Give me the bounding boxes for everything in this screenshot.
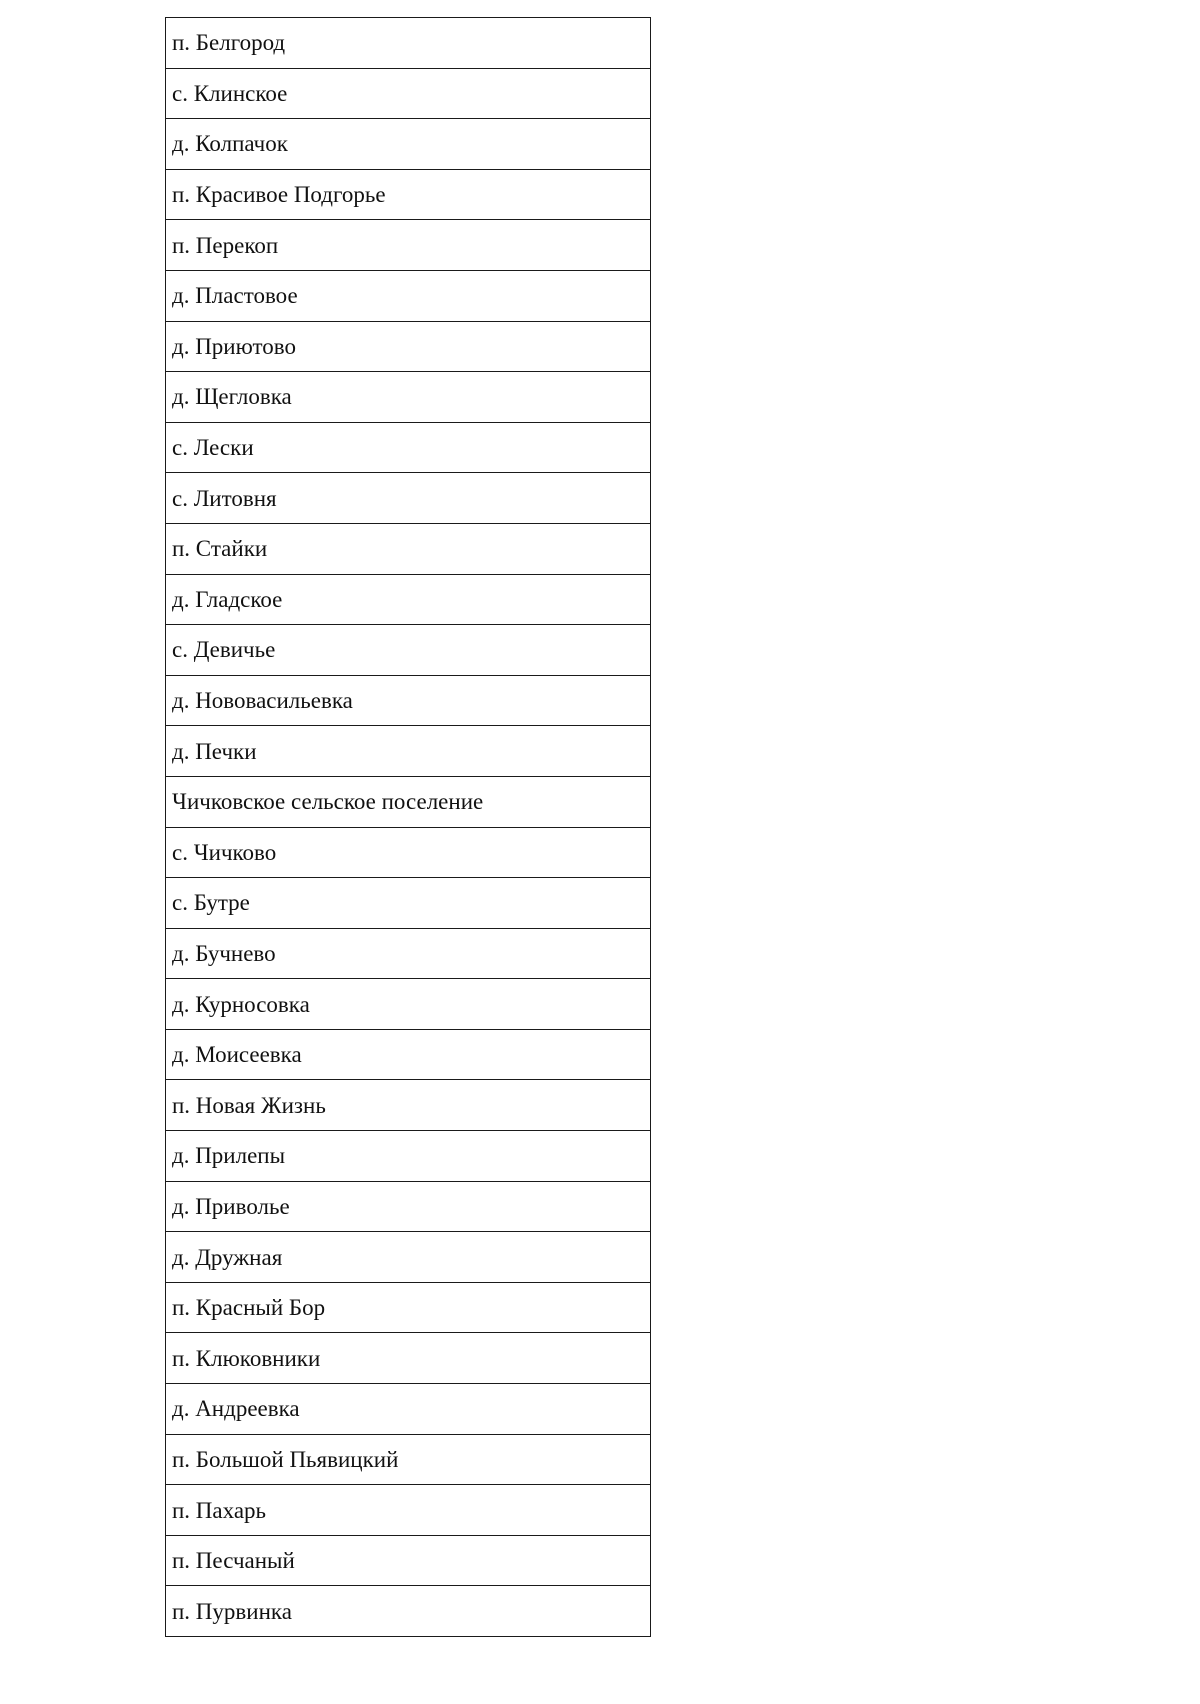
settlement-cell: д. Андреевка xyxy=(166,1384,651,1435)
settlement-cell: п. Новая Жизнь xyxy=(166,1080,651,1131)
table-row xyxy=(166,1232,651,1283)
table-row xyxy=(166,1029,651,1080)
table-row xyxy=(166,979,651,1030)
settlement-cell: д. Колпачок xyxy=(166,119,651,170)
table-row xyxy=(166,270,651,321)
table-row xyxy=(166,776,651,827)
table-row xyxy=(166,372,651,423)
table-row xyxy=(166,68,651,119)
settlement-cell: п. Большой Пьявицкий xyxy=(166,1434,651,1485)
settlement-cell: с. Клинское xyxy=(166,68,651,119)
table-row xyxy=(166,523,651,574)
table-row xyxy=(166,1384,651,1435)
table-row xyxy=(166,625,651,676)
table-row xyxy=(166,1333,651,1384)
table-row xyxy=(166,220,651,271)
settlement-cell: п. Стайки xyxy=(166,523,651,574)
table-row xyxy=(166,1485,651,1536)
settlement-cell: д. Бучнево xyxy=(166,928,651,979)
table-row xyxy=(166,169,651,220)
table-row xyxy=(166,1586,651,1637)
table-row xyxy=(166,422,651,473)
table-row xyxy=(166,1535,651,1586)
settlement-cell: п. Пахарь xyxy=(166,1485,651,1536)
settlement-cell: д. Курносовка xyxy=(166,979,651,1030)
table-row xyxy=(166,675,651,726)
settlement-cell: п. Белгород xyxy=(166,18,651,69)
settlement-cell: п. Красный Бор xyxy=(166,1282,651,1333)
settlement-cell: с. Литовня xyxy=(166,473,651,524)
settlement-cell: с. Бутре xyxy=(166,878,651,929)
settlement-cell: Чичковское сельское поселение xyxy=(166,776,651,827)
settlement-cell: п. Красивое Подгорье xyxy=(166,169,651,220)
settlement-cell: д. Дружная xyxy=(166,1232,651,1283)
settlement-cell: с. Девичье xyxy=(166,625,651,676)
table-row xyxy=(166,928,651,979)
table-row xyxy=(166,18,651,69)
settlement-cell: д. Моисеевка xyxy=(166,1029,651,1080)
settlement-cell: д. Прилепы xyxy=(166,1131,651,1182)
settlement-cell: д. Щегловка xyxy=(166,372,651,423)
settlement-cell: д. Приютово xyxy=(166,321,651,372)
settlement-cell: п. Клюковники xyxy=(166,1333,651,1384)
settlements-table xyxy=(165,17,651,1637)
table-row xyxy=(166,1181,651,1232)
table-row xyxy=(166,321,651,372)
settlement-cell: п. Песчаный xyxy=(166,1535,651,1586)
settlements-table-body xyxy=(166,18,651,1637)
table-row xyxy=(166,1434,651,1485)
table-row xyxy=(166,119,651,170)
settlement-cell: д. Пластовое xyxy=(166,270,651,321)
table-row xyxy=(166,726,651,777)
table-row xyxy=(166,473,651,524)
table-row xyxy=(166,827,651,878)
settlement-cell: д. Нововасильевка xyxy=(166,675,651,726)
table-row xyxy=(166,574,651,625)
settlement-cell: д. Печки xyxy=(166,726,651,777)
settlement-cell: п. Перекоп xyxy=(166,220,651,271)
settlement-cell: д. Гладское xyxy=(166,574,651,625)
settlement-cell: п. Пурвинка xyxy=(166,1586,651,1637)
settlement-cell: д. Приволье xyxy=(166,1181,651,1232)
table-row xyxy=(166,1080,651,1131)
table-row xyxy=(166,1282,651,1333)
settlement-cell: с. Лески xyxy=(166,422,651,473)
settlement-cell: с. Чичково xyxy=(166,827,651,878)
table-row xyxy=(166,878,651,929)
table-row xyxy=(166,1131,651,1182)
